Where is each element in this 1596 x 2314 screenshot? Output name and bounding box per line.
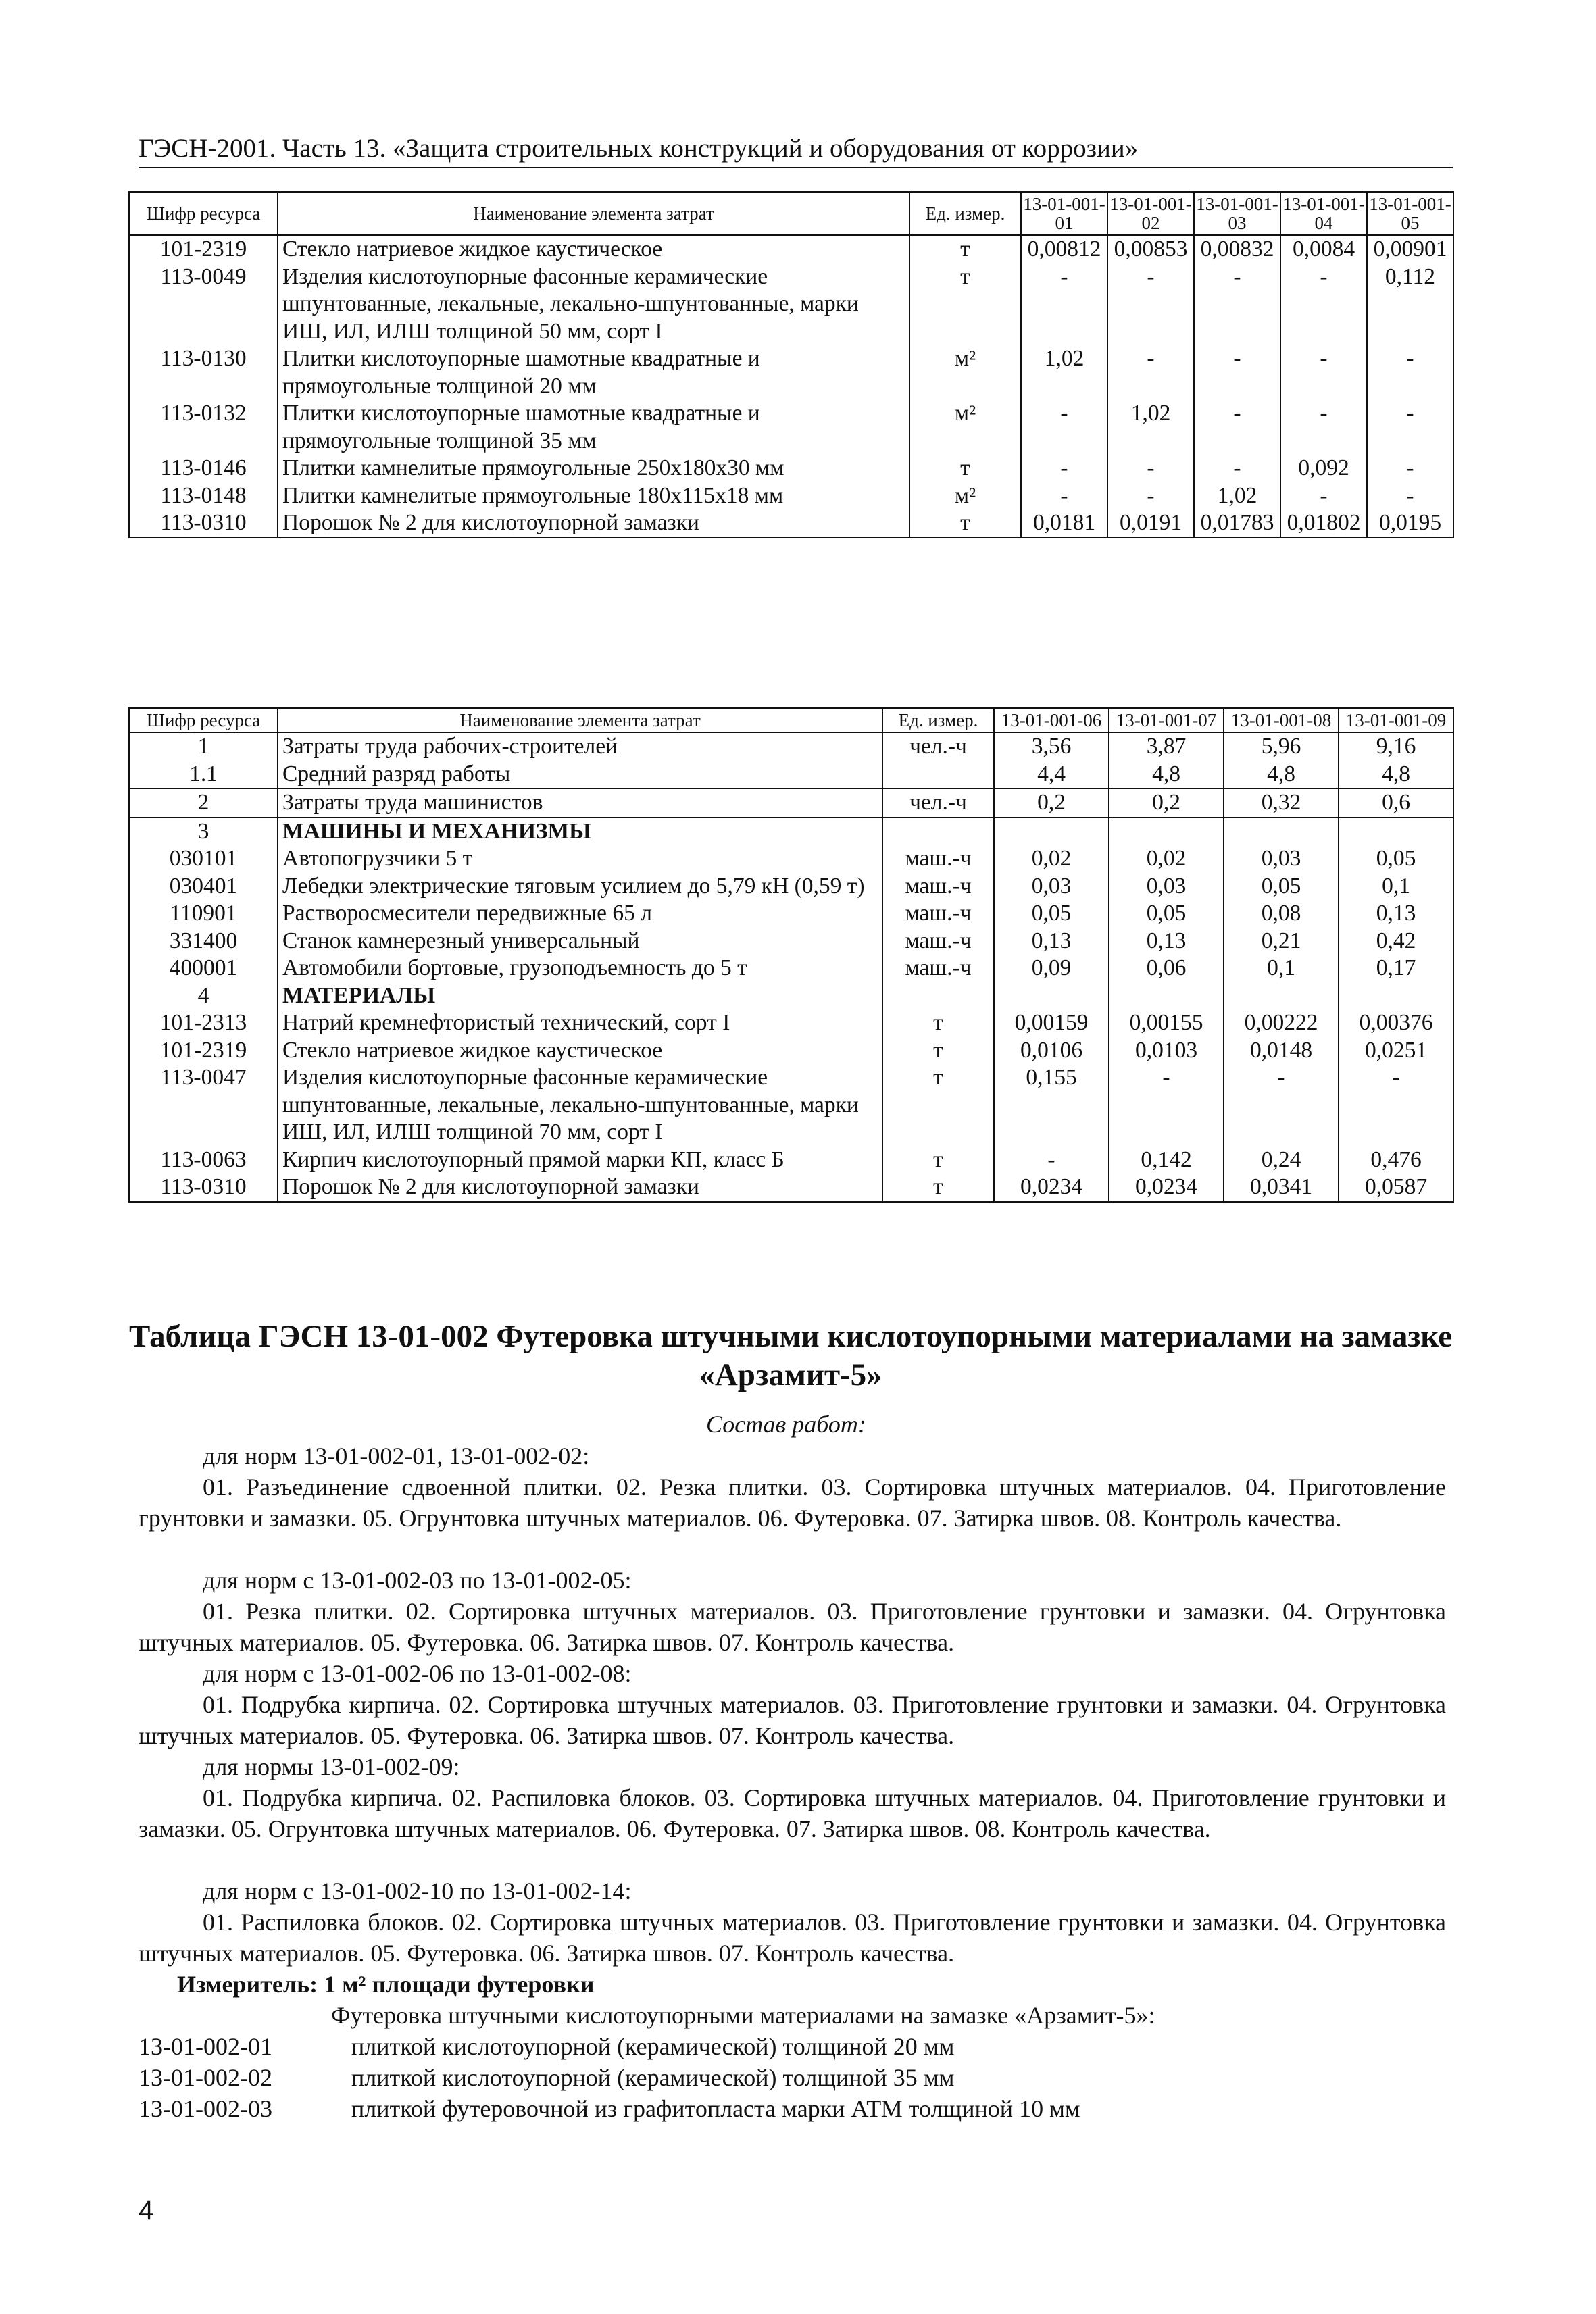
resource-code-cell: 113-0310: [129, 1174, 278, 1202]
resource-table-1: [128, 191, 1454, 538]
value-cell: 0,00853: [1107, 235, 1194, 263]
unit-cell: т: [909, 509, 1021, 538]
value-cell: 0,00159: [994, 1009, 1109, 1037]
resource-name-cell: Плитки кислотоупорные шамотные квадратные и прямоугольные толщиной 35 мм: [278, 400, 909, 455]
resource-table-2: [128, 707, 1454, 1203]
value-cell: -: [1194, 263, 1280, 346]
value-cell: -: [1194, 455, 1280, 482]
value-cell: 0,05: [994, 900, 1109, 928]
resource-code-cell: 331400: [129, 928, 278, 955]
value-cell: 9,16: [1339, 732, 1453, 761]
column-header: 13-01-001-08: [1224, 708, 1339, 732]
value-cell: 4,4: [994, 761, 1109, 789]
value-cell: -: [1280, 263, 1367, 346]
unit-cell: т: [909, 455, 1021, 482]
table-row: [129, 788, 1453, 818]
resource-name-cell: Плитки камнелитые прямоугольные 250x180x30 мм: [278, 455, 909, 482]
resource-name-cell: МАТЕРИАЛЫ: [278, 982, 882, 1010]
table-row: [129, 455, 1453, 482]
resource-name-cell: Средний разряд работы: [278, 761, 882, 789]
value-cell: 1,02: [1107, 400, 1194, 455]
value-cell: 0,00901: [1367, 235, 1453, 263]
resource-name-cell: Изделия кислотоупорные фасонные керамические шпунтованные, лекальные, лекально-шпунтованные, марки ИШ, ИЛ, ИЛШ толщиной 50 мм, сорт I: [278, 263, 909, 346]
value-cell: 0,0341: [1224, 1174, 1339, 1202]
value-cell: 0,03: [1109, 873, 1224, 901]
value-cell: -: [1194, 400, 1280, 455]
resource-code-cell: 113-0063: [129, 1147, 278, 1174]
norm-group-text: 01. Подрубка кирпича. 02. Распиловка блоков. 03. Сортировка штучных материалов. 04. Приготовление грунтовки и замазки. 05. Огрунтовка штучных материалов. 06. Футеровка. 07. Затирка швов. 08. Контроль качества.: [139, 1784, 1446, 1842]
resource-code-cell: 113-0146: [129, 455, 278, 482]
unit-cell: м²: [909, 482, 1021, 510]
resource-code-cell: 101-2313: [129, 1009, 278, 1037]
resource-code-cell: 1.1: [129, 761, 278, 789]
norm-description: плиткой кислотоупорной (керамической) толщиной 20 мм: [351, 2033, 955, 2060]
resource-code-cell: 101-2319: [129, 235, 278, 263]
value-cell: 0,05: [1339, 845, 1453, 873]
column-header: Шифр ресурса: [129, 708, 278, 732]
column-header: 13-01-001-04: [1280, 192, 1367, 235]
norm-description: плиткой футеровочной из графитопласта марки АТМ толщиной 10 мм: [351, 2095, 1080, 2122]
unit-cell: маш.-ч: [882, 955, 994, 982]
resource-code-cell: 113-0049: [129, 263, 278, 346]
value-cell: 0,0195: [1367, 509, 1453, 538]
resource-name-cell: Порошок № 2 для кислотоупорной замазки: [278, 1174, 882, 1202]
resource-name-cell: Затраты труда рабочих-строителей: [278, 732, 882, 761]
value-cell: 0,0587: [1339, 1174, 1453, 1202]
value-cell: 0,00812: [1021, 235, 1107, 263]
value-cell: 0,13: [994, 928, 1109, 955]
table-row: [129, 982, 1453, 1010]
value-cell: 0,0106: [994, 1037, 1109, 1065]
column-header: Наименование элемента затрат: [278, 708, 882, 732]
table-row: [129, 1064, 1453, 1147]
value-cell: 1,02: [1194, 482, 1280, 510]
value-cell: [1109, 982, 1224, 1010]
resource-name-cell: МАШИНЫ И МЕХАНИЗМЫ: [278, 818, 882, 846]
section-subtitle: Состав работ:: [706, 1411, 866, 1438]
resource-name-cell: Затраты труда машинистов: [278, 788, 882, 818]
value-cell: 0,00832: [1194, 235, 1280, 263]
value-cell: 0,0234: [1109, 1174, 1224, 1202]
value-cell: -: [1109, 1064, 1224, 1147]
value-cell: 0,00222: [1224, 1009, 1339, 1037]
value-cell: 3,56: [994, 732, 1109, 761]
value-cell: 0,2: [1109, 788, 1224, 818]
unit-cell: чел.-ч: [882, 732, 994, 761]
norm-group-text: 01. Распиловка блоков. 02. Сортировка штучных материалов. 03. Приготовление грунтовки и замазки. 04. Огрунтовка штучных материалов. 05. Футеровка. 06. Затирка швов. 07. Контроль качества.: [139, 1909, 1446, 1967]
value-cell: 0,03: [994, 873, 1109, 901]
value-cell: -: [1367, 455, 1453, 482]
value-cell: [1224, 982, 1339, 1010]
table-row: [129, 818, 1453, 846]
measure-unit: Измеритель: 1 м² площади футеровки: [177, 1971, 595, 1998]
resource-name-cell: Станок камнерезный универсальный: [278, 928, 882, 955]
resource-code-cell: 113-0130: [129, 345, 278, 400]
value-cell: 0,05: [1224, 873, 1339, 901]
resource-code-cell: 1: [129, 732, 278, 761]
unit-cell: т: [882, 1147, 994, 1174]
value-cell: 4,8: [1339, 761, 1453, 789]
unit-cell: т: [882, 1009, 994, 1037]
table-row: [129, 761, 1453, 789]
table-row: [129, 345, 1453, 400]
value-cell: -: [1021, 400, 1107, 455]
value-cell: 4,8: [1109, 761, 1224, 789]
table-row: [129, 900, 1453, 928]
table-row: [129, 1009, 1453, 1037]
table-row: [129, 235, 1453, 263]
table-row: [129, 400, 1453, 455]
resource-name-cell: Изделия кислотоупорные фасонные керамические шпунтованные, лекальные, лекально-шпунтованные, марки ИШ, ИЛ, ИЛШ толщиной 70 мм, сорт I: [278, 1064, 882, 1147]
resource-code-cell: 2: [129, 788, 278, 818]
value-cell: [994, 982, 1109, 1010]
table-row: [129, 1147, 1453, 1174]
value-cell: 4,8: [1224, 761, 1339, 789]
value-cell: -: [1367, 482, 1453, 510]
value-cell: 0,00155: [1109, 1009, 1224, 1037]
norm-group-label: для норм с 13-01-002-10 по 13-01-002-14:: [203, 1878, 632, 1905]
value-cell: -: [1107, 455, 1194, 482]
unit-cell: маш.-ч: [882, 873, 994, 901]
value-cell: -: [1224, 1064, 1339, 1147]
value-cell: [1339, 982, 1453, 1010]
resource-code-cell: 113-0310: [129, 509, 278, 538]
column-header: 13-01-001-06: [994, 708, 1109, 732]
unit-cell: маш.-ч: [882, 845, 994, 873]
unit-cell: т: [909, 235, 1021, 263]
resource-name-cell: Порошок № 2 для кислотоупорной замазки: [278, 509, 909, 538]
value-cell: -: [1107, 482, 1194, 510]
value-cell: 0,09: [994, 955, 1109, 982]
value-cell: 0,13: [1339, 900, 1453, 928]
value-cell: 0,08: [1224, 900, 1339, 928]
value-cell: -: [1280, 345, 1367, 400]
value-cell: 0,1: [1224, 955, 1339, 982]
value-cell: 0,01802: [1280, 509, 1367, 538]
value-cell: 0,03: [1224, 845, 1339, 873]
value-cell: -: [1021, 263, 1107, 346]
table-row: [129, 955, 1453, 982]
value-cell: 0,0234: [994, 1174, 1109, 1202]
value-cell: -: [1107, 263, 1194, 346]
value-cell: 0,17: [1339, 955, 1453, 982]
resource-name-cell: Натрий кремнефтористый технический, сорт I: [278, 1009, 882, 1037]
value-cell: 0,142: [1109, 1147, 1224, 1174]
unit-cell: [882, 818, 994, 846]
resource-name-cell: Плитки кислотоупорные шамотные квадратные и прямоугольные толщиной 20 мм: [278, 345, 909, 400]
value-cell: -: [994, 1147, 1109, 1174]
resource-name-cell: Плитки камнелитые прямоугольные 180x115x18 мм: [278, 482, 909, 510]
table-header-row: [129, 192, 1453, 235]
norm-group-label: для норм с 13-01-002-03 по 13-01-002-05:: [203, 1567, 632, 1594]
value-cell: 0,21: [1224, 928, 1339, 955]
value-cell: -: [1107, 345, 1194, 400]
norm-group-text: 01. Разъединение сдвоенной плитки. 02. Резка плитки. 03. Сортировка штучных материалов. 04. Приготовление грунтовки и замазки. 05. Огрунтовка штучных материалов. 06. Футеровка. 07. Затирка швов. 08. Контроль качества.: [139, 1474, 1446, 1532]
value-cell: 0,0148: [1224, 1037, 1339, 1065]
value-cell: 0,00376: [1339, 1009, 1453, 1037]
column-header: 13-01-001-03: [1194, 192, 1280, 235]
value-cell: 0,476: [1339, 1147, 1453, 1174]
value-cell: 0,42: [1339, 928, 1453, 955]
value-cell: -: [1021, 455, 1107, 482]
column-header: 13-01-001-09: [1339, 708, 1453, 732]
value-cell: 0,13: [1109, 928, 1224, 955]
value-cell: 0,05: [1109, 900, 1224, 928]
column-header: Шифр ресурса: [129, 192, 278, 235]
section-title: Таблица ГЭСН 13-01-002 Футеровка штучными кислотоупорными материалами на замазке «Арзамит-5»: [128, 1319, 1453, 1392]
value-cell: -: [1280, 400, 1367, 455]
unit-cell: т: [909, 263, 1021, 346]
value-cell: 0,24: [1224, 1147, 1339, 1174]
value-cell: -: [1339, 1064, 1453, 1147]
value-cell: 0,01783: [1194, 509, 1280, 538]
value-cell: [1339, 818, 1453, 846]
resource-code-cell: 113-0047: [129, 1064, 278, 1147]
unit-cell: чел.-ч: [882, 788, 994, 818]
column-header: 13-01-001-07: [1109, 708, 1224, 732]
norm-code: 13-01-002-02: [139, 2064, 272, 2091]
resource-code-cell: 4: [129, 982, 278, 1010]
value-cell: [1109, 818, 1224, 846]
page-number: 4: [139, 2196, 154, 2225]
norm-group-label: для норм с 13-01-002-06 по 13-01-002-08:: [203, 1660, 632, 1687]
value-cell: 0,06: [1109, 955, 1224, 982]
value-cell: 0,155: [994, 1064, 1109, 1147]
value-cell: [1224, 818, 1339, 846]
table-row: [129, 732, 1453, 761]
value-cell: 0,02: [994, 845, 1109, 873]
resource-name-cell: Автопогрузчики 5 т: [278, 845, 882, 873]
resource-code-cell: 030101: [129, 845, 278, 873]
norm-group-text: 01. Резка плитки. 02. Сортировка штучных материалов. 03. Приготовление грунтовки и замазки. 04. Огрунтовка штучных материалов. 05. Футеровка. 06. Затирка швов. 07. Контроль качества.: [139, 1598, 1446, 1656]
unit-cell: м²: [909, 345, 1021, 400]
value-cell: [994, 818, 1109, 846]
value-cell: 0,02: [1109, 845, 1224, 873]
column-header: Ед. измер.: [882, 708, 994, 732]
resource-code-cell: 110901: [129, 900, 278, 928]
norm-description: плиткой кислотоупорной (керамической) толщиной 35 мм: [351, 2064, 955, 2091]
unit-cell: маш.-ч: [882, 900, 994, 928]
value-cell: -: [1367, 345, 1453, 400]
value-cell: 0,0191: [1107, 509, 1194, 538]
value-cell: 0,0103: [1109, 1037, 1224, 1065]
resource-name-cell: Автомобили бортовые, грузоподъемность до 5 т: [278, 955, 882, 982]
column-header: Наименование элемента затрат: [278, 192, 909, 235]
norms-intro: Футеровка штучными кислотоупорными материалами на замазке «Арзамит-5»:: [331, 2002, 1155, 2029]
value-cell: -: [1194, 345, 1280, 400]
value-cell: -: [1367, 400, 1453, 455]
resource-code-cell: 030401: [129, 873, 278, 901]
column-header: 13-01-001-05: [1367, 192, 1453, 235]
resource-name-cell: Стекло натриевое жидкое каустическое: [278, 1037, 882, 1065]
norm-group-label: для норм 13-01-002-01, 13-01-002-02:: [203, 1442, 590, 1469]
value-cell: 0,2: [994, 788, 1109, 818]
unit-cell: [882, 982, 994, 1010]
norm-code: 13-01-002-01: [139, 2033, 272, 2060]
norm-group-text: 01. Подрубка кирпича. 02. Сортировка штучных материалов. 03. Приготовление грунтовки и замазки. 04. Огрунтовка штучных материалов. 05. Футеровка. 06. Затирка швов. 07. Контроль качества.: [139, 1691, 1446, 1749]
resource-name-cell: Растворосмесители передвижные 65 л: [278, 900, 882, 928]
value-cell: 0,1: [1339, 873, 1453, 901]
unit-cell: т: [882, 1174, 994, 1202]
value-cell: 0,6: [1339, 788, 1453, 818]
value-cell: 5,96: [1224, 732, 1339, 761]
table-row: [129, 482, 1453, 510]
column-header: 13-01-001-02: [1107, 192, 1194, 235]
unit-cell: маш.-ч: [882, 928, 994, 955]
table-header-row: [129, 708, 1453, 732]
value-cell: 1,02: [1021, 345, 1107, 400]
unit-cell: т: [882, 1064, 994, 1147]
column-header: Ед. измер.: [909, 192, 1021, 235]
table-row: [129, 1037, 1453, 1065]
resource-name-cell: Кирпич кислотоупорный прямой марки КП, класс Б: [278, 1147, 882, 1174]
value-cell: 0,0251: [1339, 1037, 1453, 1065]
column-header: 13-01-001-01: [1021, 192, 1107, 235]
unit-cell: [882, 761, 994, 789]
value-cell: 0,112: [1367, 263, 1453, 346]
table-row: [129, 928, 1453, 955]
unit-cell: т: [882, 1037, 994, 1065]
value-cell: -: [1021, 482, 1107, 510]
table-row: [129, 1174, 1453, 1202]
resource-code-cell: 113-0148: [129, 482, 278, 510]
table-row: [129, 509, 1453, 538]
norm-code: 13-01-002-03: [139, 2095, 272, 2122]
resource-code-cell: 3: [129, 818, 278, 846]
resource-name-cell: Стекло натриевое жидкое каустическое: [278, 235, 909, 263]
value-cell: 0,092: [1280, 455, 1367, 482]
value-cell: 0,0181: [1021, 509, 1107, 538]
value-cell: -: [1280, 482, 1367, 510]
resource-code-cell: 113-0132: [129, 400, 278, 455]
unit-cell: м²: [909, 400, 1021, 455]
resource-name-cell: Лебедки электрические тяговым усилием до 5,79 кН (0,59 т): [278, 873, 882, 901]
page-header: ГЭСН-2001. Часть 13. «Защита строительных конструкций и оборудования от коррозии»: [139, 132, 1453, 168]
resource-code-cell: 400001: [129, 955, 278, 982]
table-row: [129, 263, 1453, 346]
value-cell: 0,32: [1224, 788, 1339, 818]
table-row: [129, 845, 1453, 873]
table-row: [129, 873, 1453, 901]
value-cell: 0,0084: [1280, 235, 1367, 263]
norm-group-label: для нормы 13-01-002-09:: [203, 1753, 460, 1780]
value-cell: 3,87: [1109, 732, 1224, 761]
resource-code-cell: 101-2319: [129, 1037, 278, 1065]
